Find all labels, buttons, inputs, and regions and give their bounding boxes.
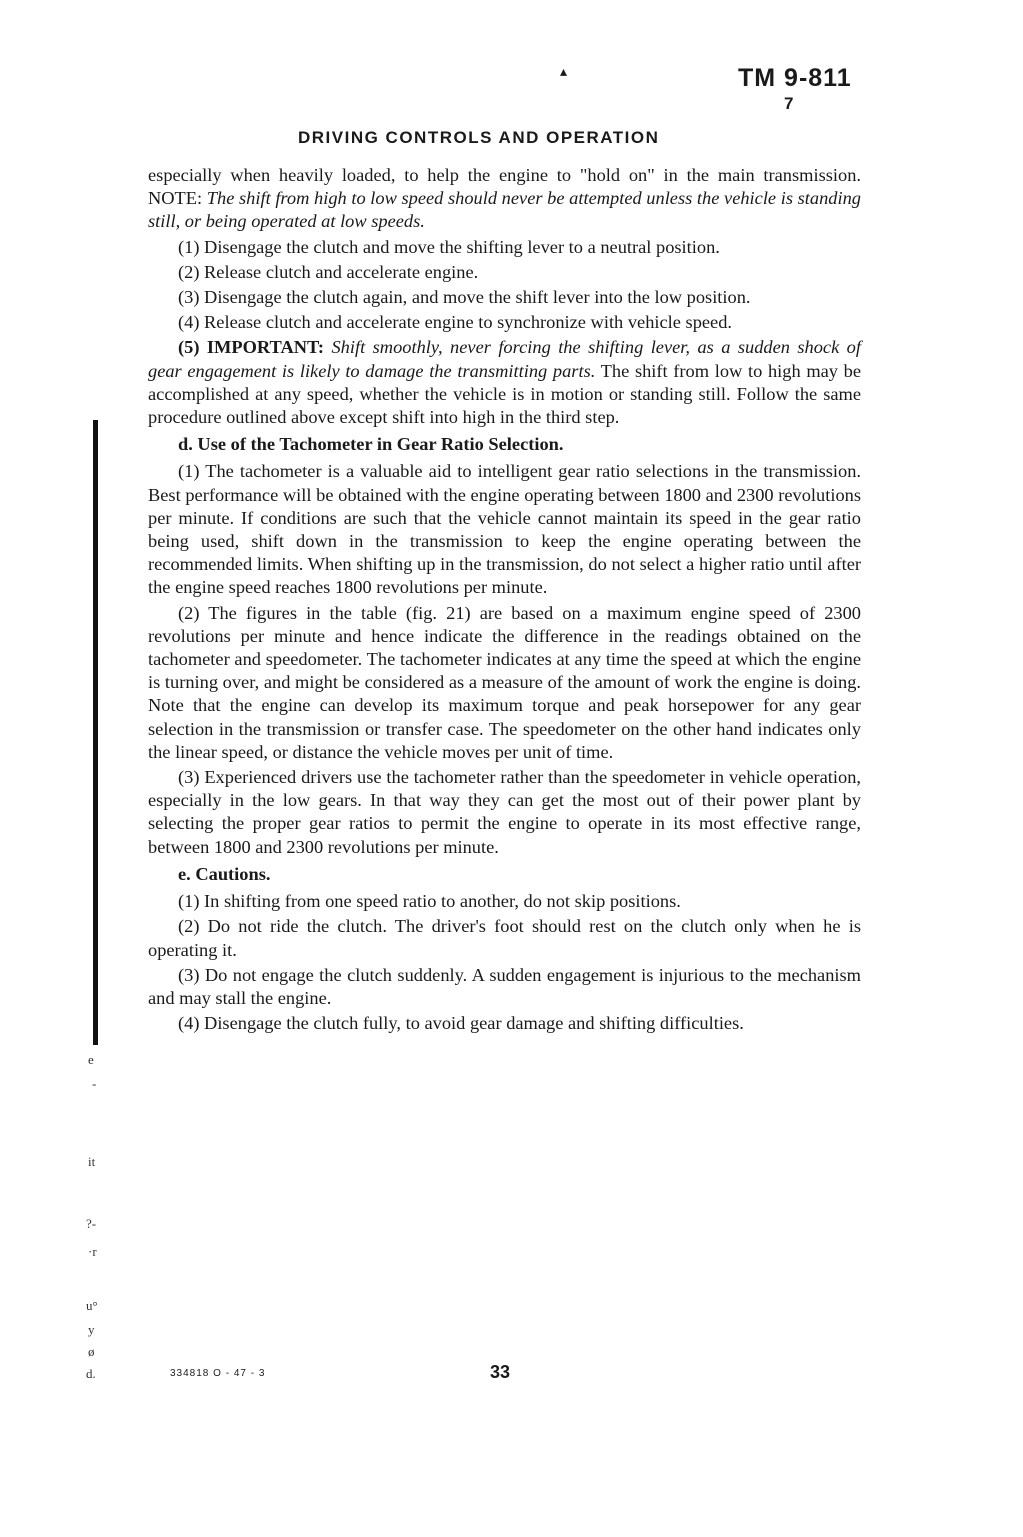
step-4: (4) Release clutch and accelerate engine to synchronize with vehicle speed. — [178, 312, 733, 333]
margin-mark: ?- — [86, 1216, 97, 1231]
section-d-item-1: (1) The tachometer is a valuable aid to intelligent gear ratio selections in the transmission. Best performance will be obtained with the engine operating between 1800 and 2300 revolutions per minute. If conditions are such that the vehicle cannot maintain its speed in the gear ratio being used, shift down in the transmission to keep the engine operating between the recommended limits. When shifting up in the transmission, do not select a higher ratio until after the engine speed reaches 1800 revolutions per minute. — [148, 461, 861, 598]
caution-2: (2) Do not ride the clutch. The driver's foot should rest on the clutch only when he is operating it. — [148, 916, 861, 960]
margin-mark: d. — [86, 1366, 96, 1381]
caution-1: (1) In shifting from one speed ratio to another, do not skip positions. — [178, 891, 681, 912]
section-d-heading: d. Use of the Tachometer in Gear Ratio Selection. — [178, 434, 564, 455]
body-text — [148, 164, 861, 1037]
note-text: The shift from high to low speed should never be attempted unless the vehicle is standing still, or being operated at low speeds. — [148, 188, 861, 232]
margin-mark: y — [88, 1322, 95, 1337]
margin-mark: e — [88, 1052, 94, 1067]
step-5: (5) IMPORTANT: Shift smoothly, never forcing the shifting lever, as a sudden shock of gear engagement is likely to damage the transmitting parts. The shift from low to high may be accomplished at any speed, whether the vehicle is in motion or standing still. Follow the same procedure outlined above except shift into high in the third step. — [148, 337, 862, 428]
section-e-heading: e. Cautions. — [178, 863, 271, 884]
page-number: 33 — [490, 1362, 511, 1382]
step-2: (2) Release clutch and accelerate engine. — [178, 261, 479, 282]
revision-bar — [93, 420, 98, 1045]
step-1: (1) Disengage the clutch and move the shifting lever to a neutral position. — [178, 236, 720, 257]
section-d-item-2: (2) The figures in the table (fig. 21) are based on a maximum engine speed of 2300 revolutions per minute and hence indicate the difference in the readings obtained on the tachometer and speedometer. The tachometer indicates at any time the speed at which the engine is turning over, and might be considered as a measure of the amount of work the engine is doing. Note that the engine can develop its maximum torque and peak horsepower for any gear selection in the transmission or transfer case. The speedometer on the other hand indicates only the linear speed, or distance the vehicle moves per unit of time. — [148, 602, 861, 762]
margin-mark: - — [92, 1076, 97, 1091]
print-code: 334818 O - 47 - 3 — [170, 1368, 266, 1379]
document-id: TM 9-811 — [738, 64, 852, 92]
margin-mark: ·r — [88, 1244, 97, 1259]
section-d-item-3: (3) Experienced drivers use the tachometer rather than the speedometer in vehicle operation, especially in the low gears. In that way they can get the most out of their power plant by selecting the proper gear ratios to permit the engine to operate in its most effective range, between 1800 and 2300 revolutions per minute. — [148, 767, 861, 857]
margin-mark: u° — [86, 1298, 98, 1313]
caution-3: (3) Do not engage the clutch suddenly. A sudden engagement is injurious to the mechanism and may stall the engine. — [148, 964, 861, 1008]
section-title: DRIVING CONTROLS AND OPERATION — [298, 128, 660, 147]
margin-mark: ø — [88, 1344, 95, 1359]
caution-4: (4) Disengage the clutch fully, to avoid gear damage and shifting difficulties. — [178, 1013, 744, 1034]
step-3: (3) Disengage the clutch again, and move the shift lever into the low position. — [178, 287, 751, 308]
paragraph-continuation: especially when heavily loaded, to help the engine to "hold on" in the main transmission. NOTE: The shift from high to low speed should never be attempted unless the vehicle is standing still, or being operated at low speeds. — [148, 165, 861, 232]
margin-mark: it — [88, 1154, 96, 1169]
paragraph-number: 7 — [784, 94, 794, 113]
header-mark: ▴ — [560, 65, 568, 80]
